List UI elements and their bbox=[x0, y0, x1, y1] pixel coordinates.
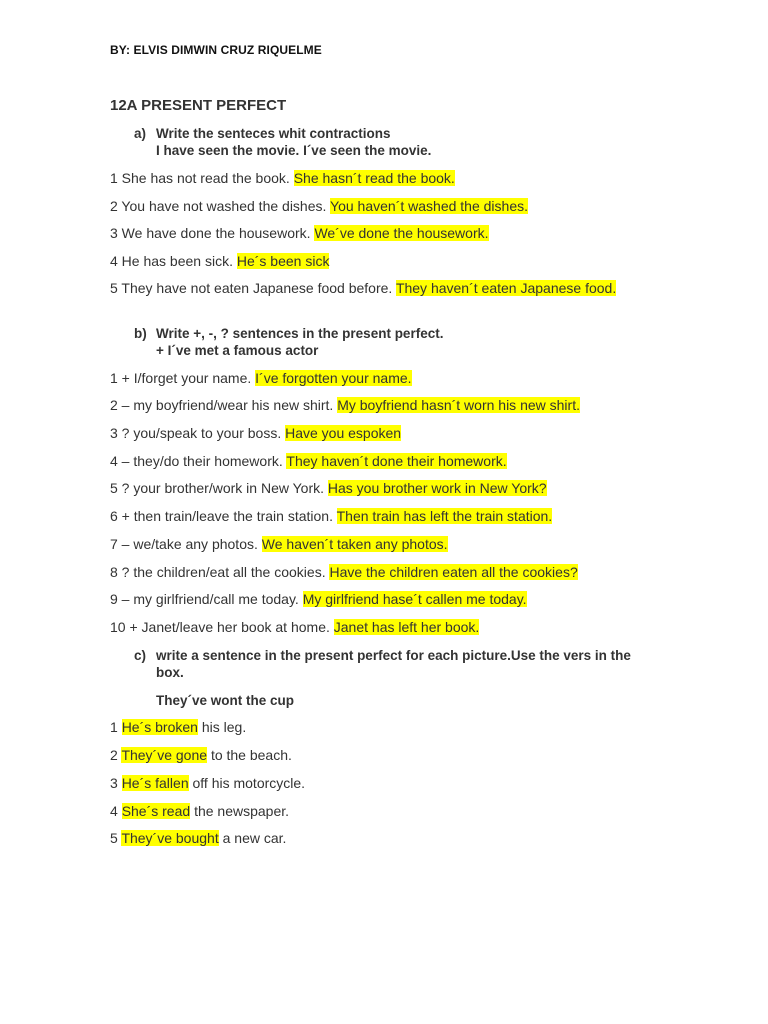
item-prompt: 5 They have not eaten Japanese food before. bbox=[110, 280, 393, 296]
item-prompt: 3 We have done the housework. bbox=[110, 225, 311, 241]
item-answer: They´ve gone bbox=[121, 747, 208, 763]
exercise-a-item-5 bbox=[110, 280, 635, 297]
exercise-a-item-4 bbox=[110, 253, 650, 270]
author-line: BY: ELVIS DIMWIN CRUZ RIQUELME bbox=[110, 43, 322, 57]
item-answer: She hasn´t read the book. bbox=[293, 170, 455, 186]
section-c-example: They´ve wont the cup bbox=[156, 693, 295, 708]
item-prompt: 1 She has not read the book. bbox=[110, 170, 290, 186]
item-number: 5 bbox=[110, 830, 118, 846]
item-prompt: 5 ? your brother/work in New York. bbox=[110, 480, 324, 496]
item-answer: Janet has left her book. bbox=[333, 619, 480, 635]
item-prompt: 10 + Janet/leave her book at home. bbox=[110, 619, 330, 635]
item-rest: a new car. bbox=[222, 830, 287, 846]
exercise-c-item-5 bbox=[110, 830, 650, 847]
item-answer: Then train has left the train station. bbox=[336, 508, 553, 524]
exercise-a-item-3 bbox=[110, 225, 650, 242]
page-title: 12A PRESENT PERFECT bbox=[110, 97, 287, 114]
exercise-b-item-10 bbox=[110, 619, 650, 636]
item-prompt: 7 – we/take any photos. bbox=[110, 536, 258, 552]
item-answer: They´ve bought bbox=[121, 830, 219, 846]
exercise-b-item-3 bbox=[110, 425, 650, 442]
item-prompt: 3 ? you/speak to your boss. bbox=[110, 425, 282, 441]
item-prompt: 1 + I/forget your name. bbox=[110, 370, 252, 386]
exercise-b-item-1 bbox=[110, 370, 650, 387]
section-a-example: I have seen the movie. I´ve seen the movie. bbox=[156, 143, 432, 158]
exercise-a-item-1 bbox=[110, 170, 650, 187]
item-number: 3 bbox=[110, 775, 118, 791]
section-b-letter: b) bbox=[134, 326, 147, 341]
section-a-instruction: Write the senteces whit contractions bbox=[156, 126, 391, 141]
item-answer: He´s fallen bbox=[121, 775, 189, 791]
exercise-b-item-7 bbox=[110, 536, 650, 553]
item-answer: He´s broken bbox=[121, 719, 198, 735]
exercise-c-item-4 bbox=[110, 803, 650, 820]
item-prompt: 8 ? the children/eat all the cookies. bbox=[110, 564, 326, 580]
item-number: 1 bbox=[110, 719, 118, 735]
item-prompt: 4 – they/do their homework. bbox=[110, 453, 283, 469]
exercise-b-item-8 bbox=[110, 564, 650, 581]
item-number: 2 bbox=[110, 747, 118, 763]
item-answer: We haven´t taken any photos. bbox=[261, 536, 448, 552]
item-rest: his leg. bbox=[201, 719, 247, 735]
exercise-c-item-2 bbox=[110, 747, 650, 764]
item-prompt: 2 You have not washed the dishes. bbox=[110, 198, 327, 214]
item-answer: He´s been sick bbox=[236, 253, 330, 269]
item-answer: We´ve done the housework. bbox=[314, 225, 489, 241]
exercise-c-item-3 bbox=[110, 775, 650, 792]
item-rest: off his motorcycle. bbox=[192, 775, 306, 791]
item-answer: Have you espoken bbox=[285, 425, 402, 441]
item-prompt: 9 – my girlfriend/call me today. bbox=[110, 591, 299, 607]
section-c-instruction: write a sentence in the present perfect for each picture.Use the vers in the box. bbox=[156, 648, 631, 680]
section-a-letter: a) bbox=[134, 126, 147, 141]
section-b-example: + I´ve met a famous actor bbox=[156, 343, 319, 358]
section-b-heading bbox=[134, 325, 443, 342]
item-answer: They haven´t eaten Japanese food. bbox=[395, 280, 617, 296]
item-rest: to the beach. bbox=[210, 747, 292, 763]
item-answer: My girlfriend hase´t callen me today. bbox=[302, 591, 527, 607]
item-answer: You haven´t washed the dishes. bbox=[330, 198, 529, 214]
item-answer: My boyfriend hasn´t worn his new shirt. bbox=[337, 397, 580, 413]
exercise-b-item-2 bbox=[110, 397, 650, 414]
item-answer: They haven´t done their homework. bbox=[286, 453, 507, 469]
item-answer: She´s read bbox=[121, 803, 191, 819]
exercise-c-item-1 bbox=[110, 719, 650, 736]
item-answer: I´ve forgotten your name. bbox=[255, 370, 412, 386]
item-number: 4 bbox=[110, 803, 118, 819]
section-a-heading bbox=[134, 125, 391, 142]
exercise-a-item-2 bbox=[110, 198, 650, 215]
section-c-letter: c) bbox=[134, 648, 147, 663]
item-prompt: 6 + then train/leave the train station. bbox=[110, 508, 333, 524]
section-c-heading bbox=[134, 647, 654, 681]
item-prompt: 4 He has been sick. bbox=[110, 253, 233, 269]
exercise-b-item-9 bbox=[110, 591, 650, 608]
item-prompt: 2 – my boyfriend/wear his new shirt. bbox=[110, 397, 334, 413]
exercise-b-item-6 bbox=[110, 508, 650, 525]
section-b-instruction: Write +, -, ? sentences in the present perfect. bbox=[156, 326, 444, 341]
item-answer: Has you brother work in New York? bbox=[327, 480, 547, 496]
exercise-b-item-4 bbox=[110, 453, 650, 470]
exercise-b-item-5 bbox=[110, 480, 650, 497]
item-answer: Have the children eaten all the cookies? bbox=[329, 564, 578, 580]
item-rest: the newspaper. bbox=[194, 803, 290, 819]
